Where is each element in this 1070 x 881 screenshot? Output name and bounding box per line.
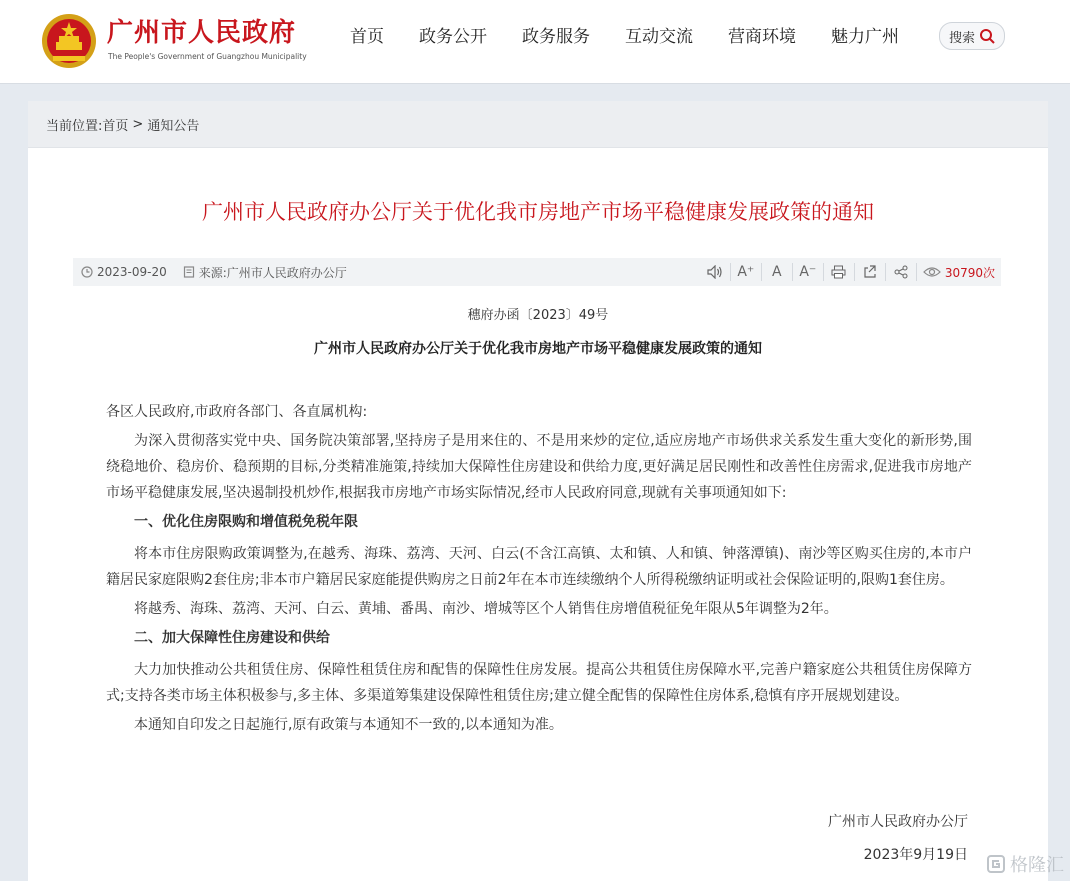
section-heading-2: 二、加大保障性住房建设和供给 <box>134 630 330 646</box>
nav-business-env[interactable]: 营商环境 <box>728 27 796 47</box>
view-count <box>923 264 995 281</box>
salutation: 各区人民政府,市政府各部门、各直属机构: <box>106 404 368 420</box>
printer-icon <box>831 265 846 279</box>
breadcrumb-home[interactable]: 首页 <box>102 118 129 134</box>
document-icon <box>183 266 195 278</box>
site-header <box>0 0 1070 84</box>
publish-date-text: 2023-09-20 <box>97 265 167 279</box>
content-panel <box>28 101 1048 881</box>
breadcrumb-prefix: 当前位置: <box>46 118 103 134</box>
font-default-button[interactable]: A <box>762 263 793 281</box>
watermark-text: 格隆汇 <box>1010 855 1064 876</box>
speaker-icon <box>707 265 723 279</box>
search-button[interactable] <box>939 22 1005 50</box>
signature: 广州市人民政府办公厅 <box>828 814 968 830</box>
national-emblem-icon <box>40 12 98 70</box>
export-icon <box>863 265 877 279</box>
read-aloud-button[interactable] <box>700 263 731 281</box>
nav-gov-services[interactable]: 政务服务 <box>522 27 590 47</box>
view-count-text: 30790次 <box>944 265 995 280</box>
watermark <box>986 851 1064 877</box>
share-button[interactable] <box>886 263 917 281</box>
paragraph-3: 大力加快推动公共租赁住房、保障性租赁住房和配售的保障性住房发展。提高公共租赁住房保障水平,完善户籍家庭公共租赁住房保障方式;支持各类市场主体积极参与,多主体、多渠道筹集建设保障性租赁住房;建立健全配售的保障性住房体系,稳慎有序开展规划建设。 <box>106 662 972 704</box>
article-toolbar <box>700 258 995 286</box>
document-number: 穗府办函〔2023〕49号 <box>467 308 609 323</box>
article-source-text: 来源:广州市人民政府办公厅 <box>198 265 347 280</box>
font-smaller-button[interactable]: A⁻ <box>793 263 824 281</box>
print-button[interactable] <box>824 263 855 281</box>
site-logo-text[interactable]: 广州市人民政府 <box>107 18 297 48</box>
article-body <box>106 399 972 741</box>
article-subtitle: 广州市人民政府办公厅关于优化我市房地产市场平稳健康发展政策的通知 <box>314 341 762 357</box>
search-label: 搜索 <box>948 30 975 46</box>
article-meta-bar <box>73 258 1001 286</box>
site-logo-english: The People's Government of Guangzhou Municipality <box>108 52 307 61</box>
share-out-button[interactable] <box>855 263 886 281</box>
article-title: 广州市人民政府办公厅关于优化我市房地产市场平稳健康发展政策的通知 <box>202 200 874 224</box>
paragraph-4: 本通知自印发之日起施行,原有政策与本通知不一致的,以本通知为准。 <box>134 717 563 733</box>
section-heading-1: 一、优化住房限购和增值税免税年限 <box>134 514 358 530</box>
nav-charm-guangzhou[interactable]: 魅力广州 <box>831 27 899 47</box>
article-source <box>183 264 347 281</box>
signature-date: 2023年9月19日 <box>863 847 968 863</box>
paragraph-2: 将越秀、海珠、荔湾、天河、白云、黄埔、番禺、南沙、增城等区个人销售住房增值税征免年限从5年调整为2年。 <box>134 601 838 617</box>
search-icon <box>979 28 995 44</box>
breadcrumb <box>28 101 1048 148</box>
publish-date <box>81 265 167 279</box>
share-icon <box>894 265 908 279</box>
nav-home[interactable]: 首页 <box>350 27 384 47</box>
font-larger-button[interactable]: A⁺ <box>731 263 762 281</box>
breadcrumb-separator: > <box>132 116 144 132</box>
clock-icon <box>81 266 93 278</box>
breadcrumb-current[interactable]: 通知公告 <box>147 118 200 134</box>
gelonghui-logo-icon <box>986 854 1006 874</box>
paragraph-1: 将本市住房限购政策调整为,在越秀、海珠、荔湾、天河、白云(不含江高镇、太和镇、人和镇、钟落潭镇)、南沙等区购买住房的,本市户籍居民家庭限购2套住房;非本市户籍居民家庭能提供购房之日前2年在本市连续缴纳个人所得税缴纳证明或社会保险证明的,限购1套住房。 <box>106 546 972 588</box>
main-nav <box>350 25 934 49</box>
nav-interaction[interactable]: 互动交流 <box>625 27 693 47</box>
nav-gov-affairs-open[interactable]: 政务公开 <box>419 27 487 47</box>
intro-paragraph: 为深入贯彻落实党中央、国务院决策部署,坚持房子是用来住的、不是用来炒的定位,适应房地产市场供求关系发生重大变化的新形势,围绕稳地价、稳房价、稳预期的目标,分类精准施策,持续加大保障性住房建设和供给力度,更好满足居民刚性和改善性住房需求,促进我市房地产市场平稳健康发展,坚决遏制投机炒作,根据我市房地产市场实际情况,经市人民政府同意,现就有关事项通知如下: <box>106 433 972 501</box>
eye-icon <box>923 266 941 278</box>
